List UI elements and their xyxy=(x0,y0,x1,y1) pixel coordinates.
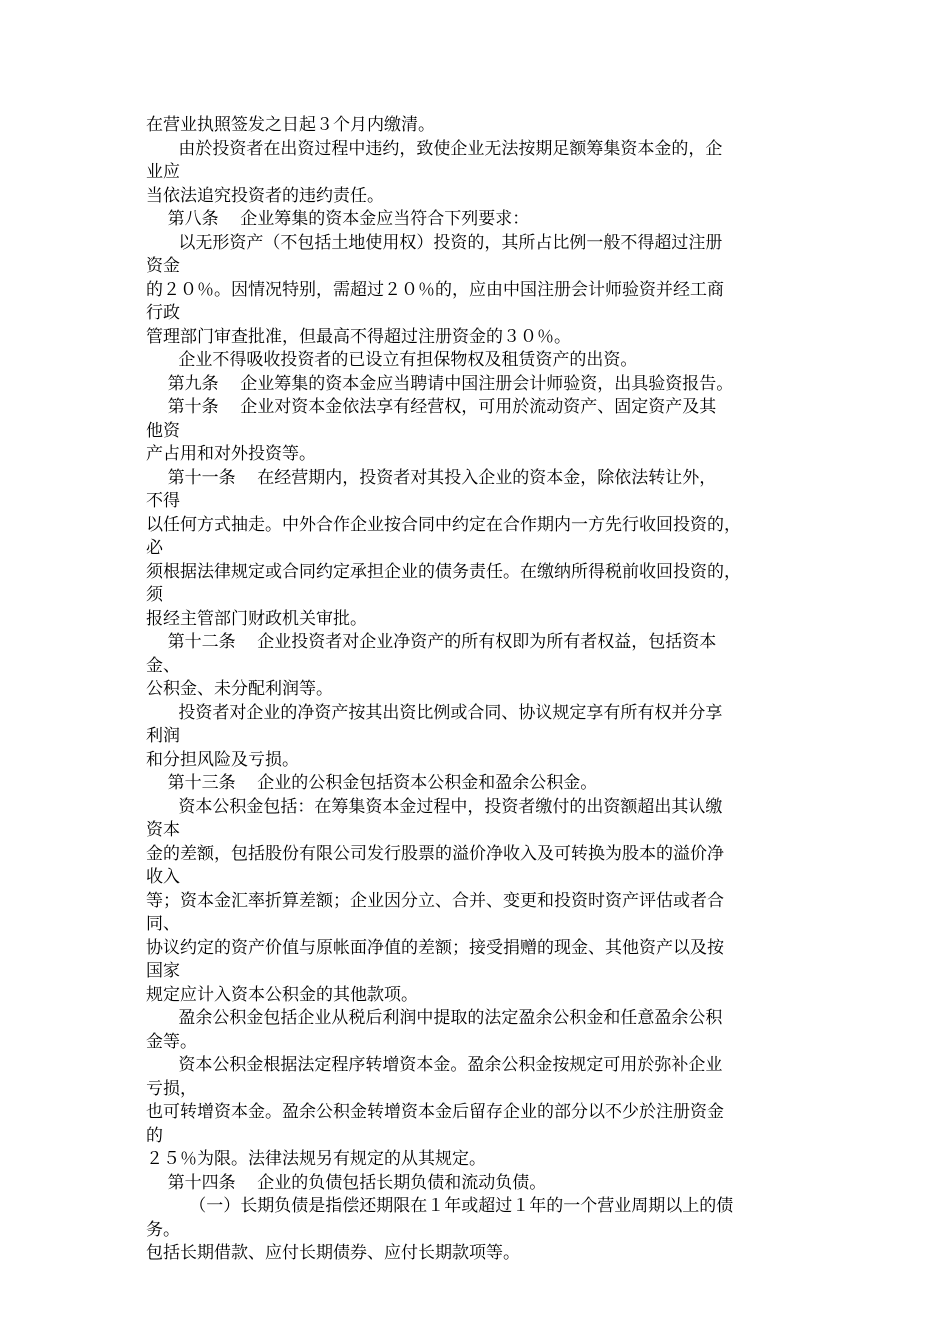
text-line: 金、 xyxy=(146,655,180,676)
text-line: 行政 xyxy=(146,303,180,323)
document-body xyxy=(146,114,806,1266)
text-line: 以任何方式抽走。中外合作企业按合同中约定在合作期内一方先行收回投资的， xyxy=(146,514,741,535)
text-line: 务。 xyxy=(146,1219,180,1240)
text-line: 他资 xyxy=(146,420,180,441)
text-line: 资金 xyxy=(146,256,180,276)
text-line: 金的差额，包括股份有限公司发行股票的溢价净收入及可转换为股本的溢价净 xyxy=(146,843,724,864)
text-line: ２５％为限。法律法规另有规定的从其规定。 xyxy=(146,1149,486,1169)
text-line: 第十条 企业对资本金依法享有经营权，可用於流动资产、固定资产及其 xyxy=(146,397,717,417)
text-line: 以无形资产（不包括土地使用权）投资的，其所占比例一般不得超过注册 xyxy=(146,232,723,253)
text-line: 盈余公积金包括企业从税后利润中提取的法定盈余公积金和任意盈余公积 xyxy=(146,1008,723,1028)
text-line: 包括长期借款、应付长期债券、应付长期款项等。 xyxy=(146,1243,520,1263)
text-line: 亏损， xyxy=(146,1078,197,1099)
text-line: 等；资本金汇率折算差额；企业因分立、合并、变更和投资时资产评估或者合 xyxy=(146,890,724,911)
text-line: 规定应计入资本公积金的其他款项。 xyxy=(146,984,418,1005)
text-line: 第十四条 企业的负债包括长期负债和流动负债。 xyxy=(146,1172,547,1193)
text-line: 资本公积金根据法定程序转增资本金。盈余公积金按规定可用於弥补企业 xyxy=(146,1055,723,1075)
text-line: 业应 xyxy=(146,162,180,182)
text-line: 企业不得吸收投资者的已设立有担保物权及租赁资产的出资。 xyxy=(146,350,638,370)
text-line: 资本 xyxy=(146,820,180,840)
text-line: 协议约定的资产价值与原帐面净值的差额；接受捐赠的现金、其他资产以及按 xyxy=(146,937,724,958)
text-line: 当依法追究投资者的违约责任。 xyxy=(146,185,384,206)
text-line: 资本公积金包括：在筹集资本金过程中，投资者缴付的出资额超出其认缴 xyxy=(146,796,723,817)
text-line: 金等。 xyxy=(146,1031,197,1052)
text-line: 在营业执照签发之日起３个月内缴清。 xyxy=(146,115,435,135)
text-line: 第十二条 企业投资者对企业净资产的所有权即为所有者权益，包括资本 xyxy=(146,632,717,652)
text-line: 第十一条 在经营期内，投资者对其投入企业的资本金，除依法转让外， xyxy=(146,467,717,488)
text-line: 第八条 企业筹集的资本金应当符合下列要求： xyxy=(146,209,530,229)
text-line: 不得 xyxy=(146,491,180,511)
text-line: 产占用和对外投资等。 xyxy=(146,444,316,464)
text-line: 第十三条 企业的公积金包括资本公积金和盈余公积金。 xyxy=(146,773,598,793)
text-line: 利润 xyxy=(146,726,180,746)
text-line: 报经主管部门财政机关审批。 xyxy=(146,608,367,629)
text-line: 投资者对企业的净资产按其出资比例或合同、协议规定享有所有权并分享 xyxy=(146,702,723,723)
text-line: 须根据法律规定或合同约定承担企业的债务责任。在缴纳所得税前收回投资的， xyxy=(146,561,741,582)
text-line: 管理部门审查批准，但最高不得超过注册资金的３０％。 xyxy=(146,326,571,347)
text-line: 必 xyxy=(146,538,163,558)
text-line: （一）长期负债是指偿还期限在１年或超过１年的一个营业周期以上的债 xyxy=(146,1196,734,1216)
text-line: 由於投资者在出资过程中违约，致使企业无法按期足额筹集资本金的，企 xyxy=(146,138,723,159)
text-line: 须 xyxy=(146,585,163,605)
text-line: 收入 xyxy=(146,867,180,887)
text-line: 公积金、未分配利润等。 xyxy=(146,679,333,699)
text-line: 也可转增资本金。盈余公积金转增资本金后留存企业的部分以不少於注册资金 xyxy=(146,1102,724,1122)
text-line: 第九条 企业筹集的资本金应当聘请中国注册会计师验资，出具验资报告。 xyxy=(146,373,734,394)
text-line: 的２０％。因情况特别，需超过２０％的，应由中国注册会计师验资并经工商 xyxy=(146,279,724,300)
text-line: 同、 xyxy=(146,914,180,934)
text-line: 和分担风险及亏损。 xyxy=(146,749,299,770)
text-line: 国家 xyxy=(146,961,180,981)
text-line: 的 xyxy=(146,1125,163,1146)
